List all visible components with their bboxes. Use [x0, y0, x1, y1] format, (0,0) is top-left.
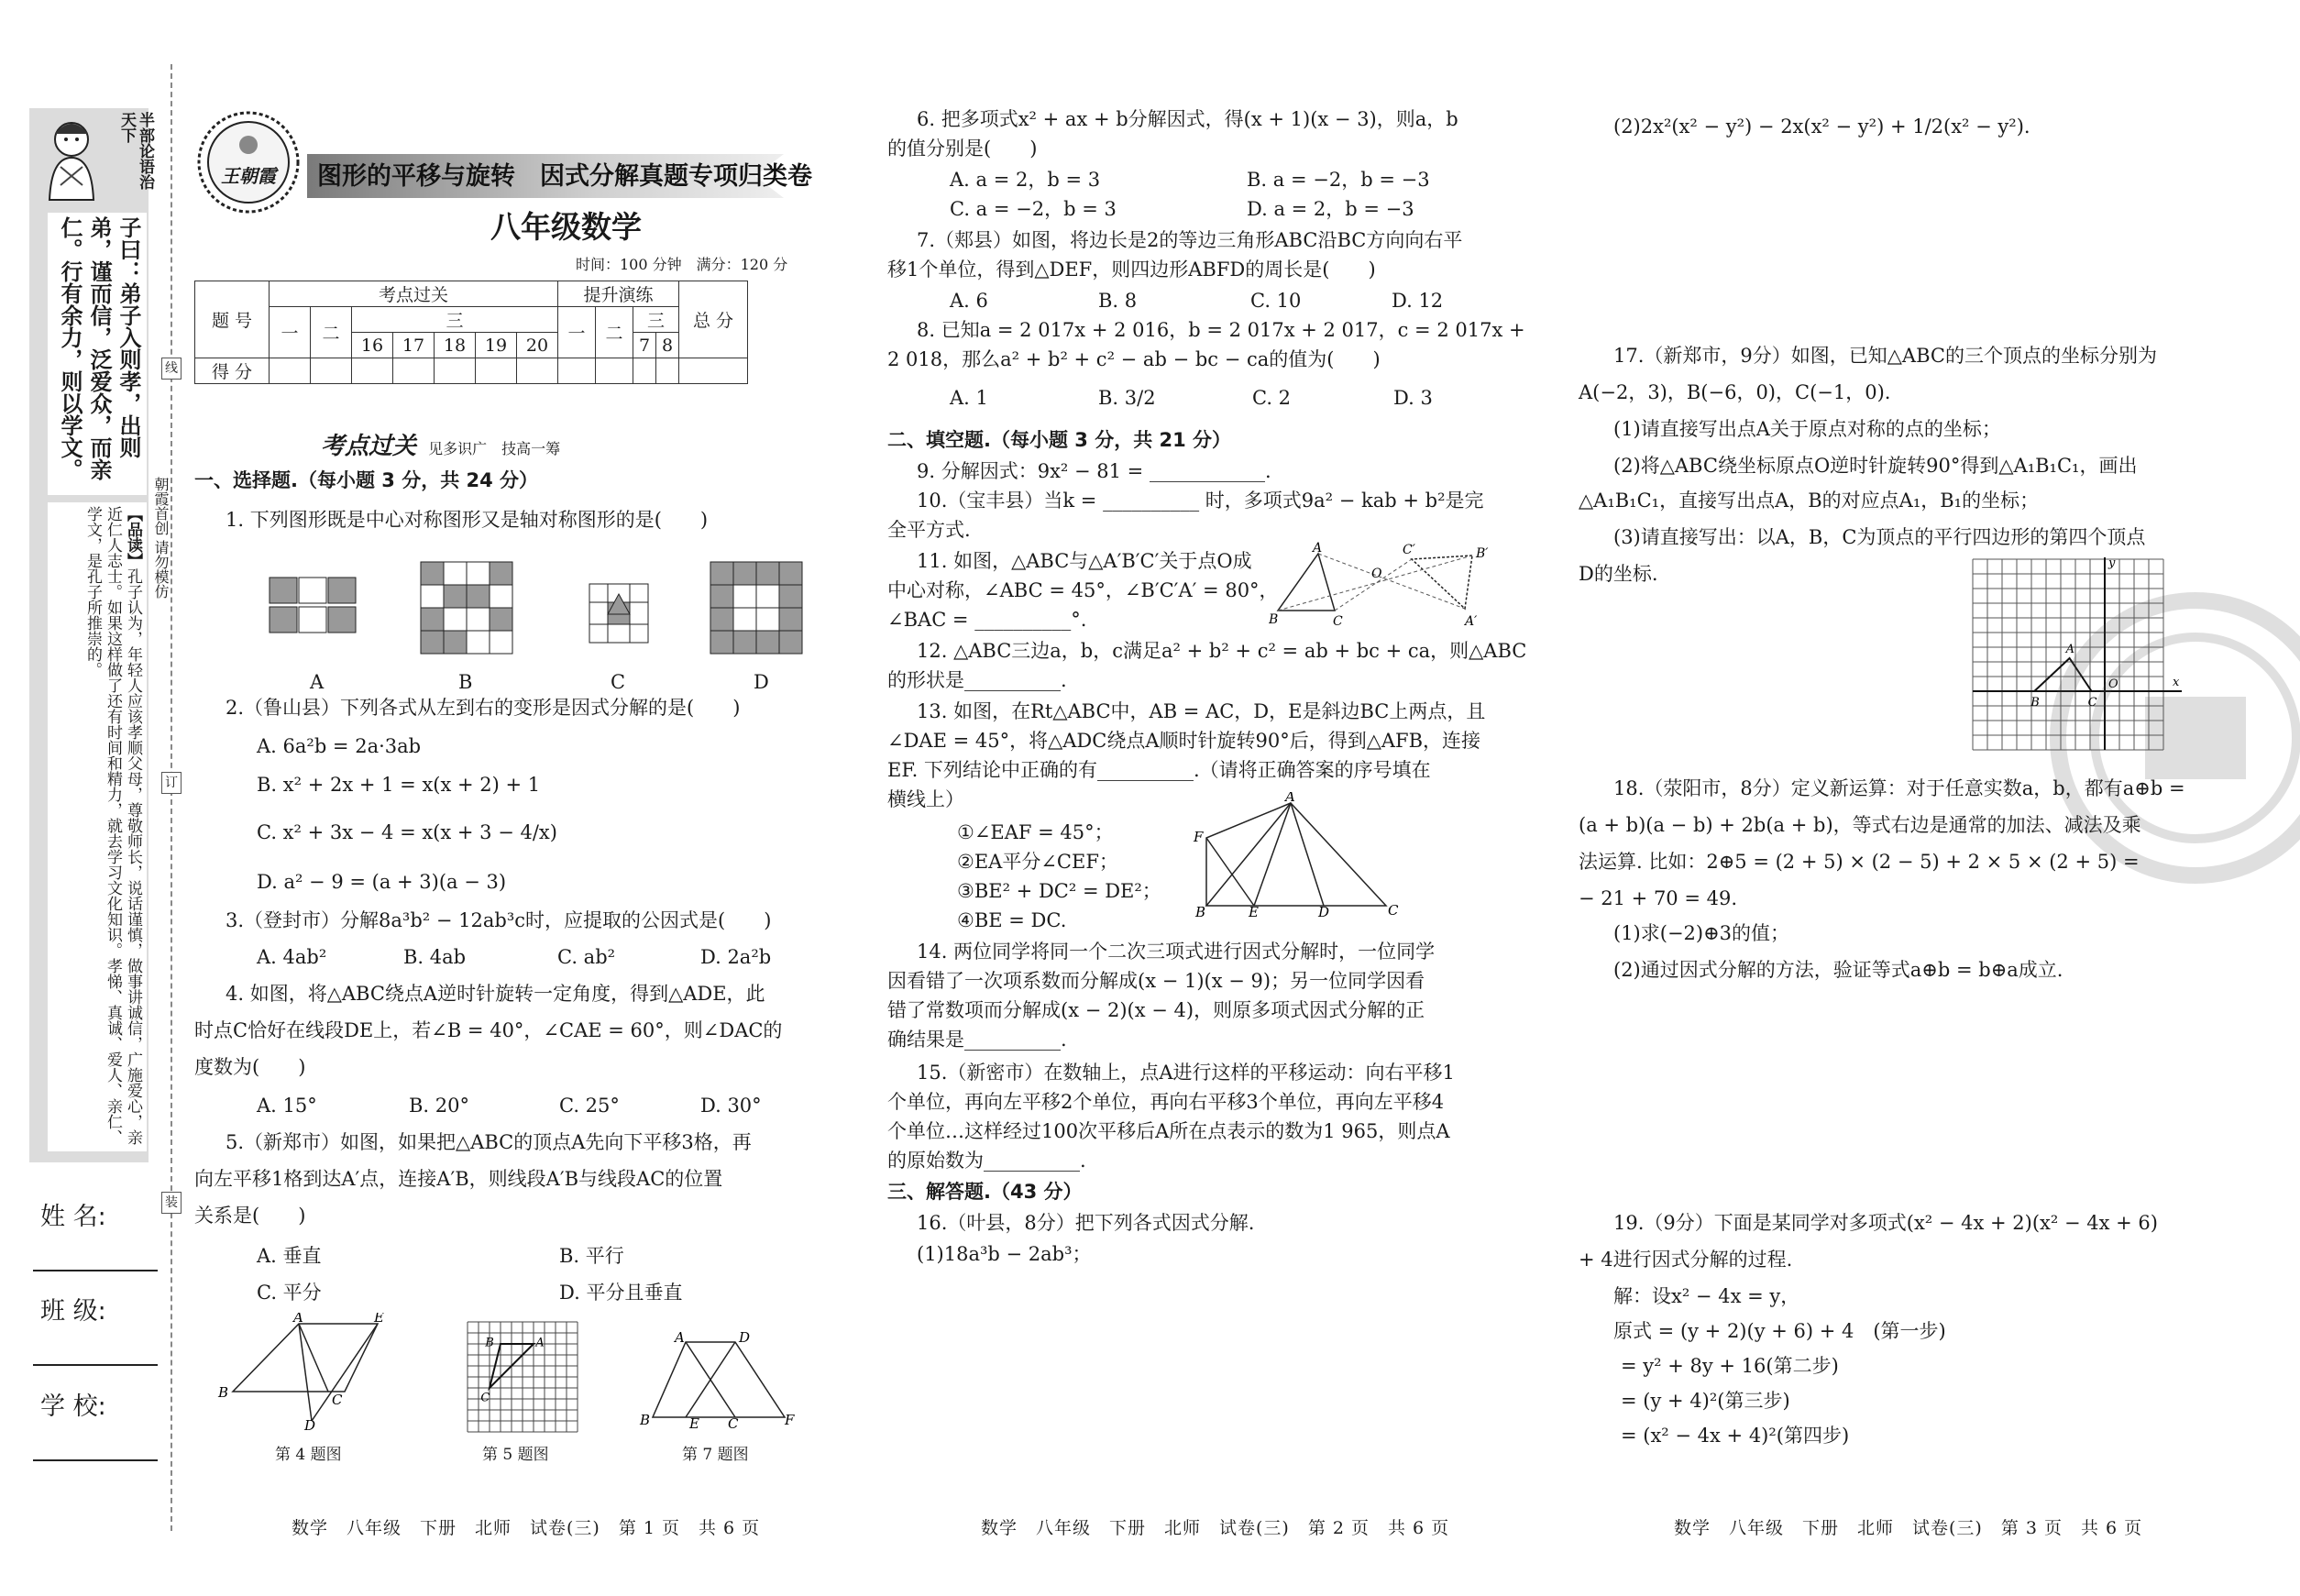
- q6-option-d[interactable]: D. a = 2，b = −3: [1247, 198, 1414, 220]
- name-field[interactable]: [33, 1270, 158, 1271]
- q4-option-a[interactable]: A. 15°: [257, 1095, 317, 1117]
- q1-option-d[interactable]: D: [754, 671, 769, 693]
- sec1-heading: 一、选择题.（每小题 3 分，共 24 分）: [194, 469, 539, 491]
- score-input[interactable]: [476, 358, 517, 384]
- q3-option-c[interactable]: C. ab²: [557, 946, 616, 968]
- score-input[interactable]: [435, 358, 476, 384]
- svg-text:A: A: [2065, 643, 2074, 656]
- q17-line-1: 17.（新郑市，9分）如图，已知△ABC的三个顶点的坐标分别为: [1613, 345, 2157, 367]
- grid-cell: [444, 562, 467, 585]
- q6-stem-2: 的值分别是( ): [887, 138, 1038, 160]
- grid-cell: [756, 562, 779, 585]
- q5-option-a[interactable]: A. 垂直: [257, 1245, 322, 1267]
- q17-line-3: (1)请直接写出点A关于原点对称的点的坐标；: [1613, 418, 2001, 440]
- q1-figure-d: [710, 561, 803, 658]
- q11-line-1: 11. 如图，△ABC与△A′B′C′关于点O成: [917, 550, 1252, 572]
- score-input[interactable]: [311, 358, 352, 384]
- brand-logo-text: 王朝霞: [221, 165, 276, 187]
- school-field[interactable]: [33, 1459, 158, 1461]
- grid-cell: [421, 631, 444, 654]
- q10-line-2: 全平方式.: [887, 519, 971, 541]
- col-san: 三: [352, 307, 558, 333]
- q19-line-7: = (x² − 4x + 4)²(第四步): [1621, 1425, 1850, 1447]
- svg-text:B: B: [485, 1336, 494, 1350]
- svg-text:O: O: [2108, 677, 2118, 691]
- grid-cell: [756, 631, 779, 654]
- q5-option-d[interactable]: D. 平分且垂直: [559, 1282, 683, 1304]
- q8-option-c[interactable]: C. 2: [1252, 387, 1292, 409]
- grid-cell: [779, 562, 802, 585]
- q19-line-5: = y² + 8y + 16(第二步): [1621, 1355, 1839, 1377]
- grid-cell: [467, 608, 490, 631]
- q19-line-6: = (y + 4)²(第三步): [1621, 1390, 1790, 1412]
- q14-line-4: 确结果是__________.: [887, 1029, 1067, 1051]
- score-input[interactable]: [633, 358, 656, 384]
- caption-q4: 第 4 题图: [275, 1446, 342, 1464]
- q3-stem: 3.（登封市）分解8a³b² − 12ab³c时，应提取的公因式是( ): [226, 909, 772, 931]
- q4-option-d[interactable]: D. 30°: [700, 1095, 762, 1117]
- q4-stem-3: 度数为( ): [194, 1056, 306, 1078]
- grid-cell: [421, 562, 444, 585]
- score-table: [194, 281, 748, 384]
- q15-line-2: 个单位，再向左平移2个单位，再向右平移3个单位，再向左平移4: [887, 1091, 1445, 1113]
- svg-text:E: E: [374, 1313, 384, 1326]
- col-er: 二: [311, 307, 352, 358]
- svg-text:A′: A′: [1465, 614, 1478, 629]
- svg-text:B: B: [218, 1384, 229, 1401]
- q19-line-1: 19.（9分）下面是某同学对多项式(x² − 4x + 2)(x² − 4x + 6): [1613, 1212, 2158, 1234]
- q8-stem-2: 2 018，那么a² + b² + c² − ab − bc − ca的值为( ): [887, 348, 1381, 370]
- q5-stem-3: 关系是( ): [194, 1205, 306, 1227]
- kaodian-header: 考点过关: [270, 281, 558, 307]
- q5-stem-2: 向左平移1格到达A′点，连接A′B，则线段A′B与线段AC的位置: [194, 1168, 723, 1190]
- grid-cell: [490, 631, 512, 654]
- side-note: 朝霞首创 请勿模仿: [152, 477, 170, 600]
- svg-text:B′: B′: [1476, 546, 1489, 561]
- q7-stem-2: 移1个单位，得到△DEF，则四边形ABFD的周长是( ): [887, 259, 1376, 281]
- grid-cell: [490, 608, 512, 631]
- q4-stem-1: 4. 如图，将△ABC绕点A逆时针旋转一定角度，得到△ADE，此: [226, 983, 765, 1005]
- svg-text:O: O: [1371, 567, 1382, 581]
- q5-option-b[interactable]: B. 平行: [559, 1245, 624, 1267]
- svg-text:C: C: [728, 1415, 739, 1430]
- grid-cell: [710, 631, 733, 654]
- q2-stem: 2.（鲁山县）下列各式从左到右的变形是因式分解的是( ): [226, 697, 741, 719]
- svg-text:B: B: [2030, 696, 2040, 710]
- grid-cell: [444, 608, 467, 631]
- grid-cell: [733, 631, 756, 654]
- q6-stem-1: 6. 把多项式x² + ax + b分解因式，得(x + 1)(x − 3)，则a，b: [917, 108, 1458, 130]
- grid-cell: [779, 585, 802, 608]
- svg-text:A: A: [535, 1336, 545, 1350]
- grid-cell: [756, 585, 779, 608]
- figure-q7: [633, 1329, 798, 1434]
- svg-text:C: C: [480, 1391, 490, 1405]
- grid-cell: [710, 608, 733, 631]
- q16-part-2: (2)2x²(x² − y²) − 2x(x² − y²) + 1/2(x² − y²).: [1613, 116, 2030, 138]
- section-banner: [321, 427, 560, 461]
- footer-page3: 数学 八年级 下册 北师 试卷(三) 第 3 页 共 6 页: [1674, 1518, 2143, 1538]
- q2-option-d[interactable]: D. a² − 9 = (a + 3)(a − 3): [257, 871, 507, 893]
- q10-line-1: 10.（宝丰县）当k = __________ 时，多项式9a² − kab + b²是完: [917, 490, 1484, 512]
- score-input[interactable]: [517, 358, 558, 384]
- total-header: 总 分: [679, 281, 748, 358]
- score-input[interactable]: [679, 358, 748, 384]
- q8-option-a[interactable]: A. 1: [950, 387, 988, 409]
- q2-option-c[interactable]: C. x² + 3x − 4 = x(x + 3 − 4/x): [257, 821, 557, 843]
- watermark-stamp: [2044, 587, 2300, 889]
- q14-line-3: 错了常数项而分解成(x − 2)(x − 4)，则原多项式因式分解的正: [887, 999, 1425, 1021]
- svg-text:C: C: [2087, 696, 2097, 710]
- analects-quote: 子曰：弟子入则孝，出则弟，谨而信，泛爱众，而亲仁。行有余力，则以学文。: [48, 213, 147, 495]
- q1-option-a[interactable]: A: [310, 671, 325, 693]
- q5-option-c[interactable]: C. 平分: [257, 1282, 322, 1304]
- seal-char-3: 装: [161, 1192, 182, 1214]
- q18-line-4: − 21 + 70 = 49.: [1579, 887, 1738, 909]
- grid-cell: [779, 608, 802, 631]
- q1-figure-a: [268, 570, 359, 647]
- grid-cell: [490, 585, 512, 608]
- q15-line-1: 15.（新密市）在数轴上，点A进行这样的平移运动：向右平移1: [917, 1062, 1455, 1084]
- grid-cell: [756, 608, 779, 631]
- q4-option-b[interactable]: B. 20°: [409, 1095, 470, 1117]
- grid-cell: [490, 562, 512, 585]
- svg-text:A: A: [1285, 792, 1295, 805]
- q6-option-b[interactable]: B. a = −2，b = −3: [1247, 169, 1430, 191]
- school-label: 学 校:: [40, 1392, 106, 1421]
- q17-line-7: D的坐标.: [1579, 563, 1658, 585]
- grid-cell: [710, 585, 733, 608]
- q18-line-2: (a + b)(a − b) + 2b(a + b)，等式右边是通常的加法、减法及乘: [1579, 814, 2141, 836]
- score-input[interactable]: [656, 358, 679, 384]
- col-19: 19: [476, 333, 517, 358]
- q13-item-3: ③BE² + DC² = DE²；: [957, 880, 1161, 902]
- q6-option-c[interactable]: C. a = −2，b = 3: [950, 198, 1117, 220]
- svg-text:B: B: [1195, 904, 1206, 917]
- score-input[interactable]: [270, 358, 311, 384]
- q3-option-d[interactable]: D. 2a²b: [700, 946, 772, 968]
- grid-cell: [444, 631, 467, 654]
- footer-page1: 数学 八年级 下册 北师 试卷(三) 第 1 页 共 6 页: [292, 1518, 761, 1538]
- svg-text:F: F: [785, 1412, 795, 1428]
- footer-page2: 数学 八年级 下册 北师 试卷(三) 第 2 页 共 6 页: [981, 1518, 1450, 1538]
- q7-option-c[interactable]: C. 10: [1250, 290, 1302, 312]
- grid-cell: [467, 631, 490, 654]
- q12-line-2: 的形状是__________.: [887, 669, 1067, 691]
- grid-cell: [733, 562, 756, 585]
- svg-text:C: C: [332, 1392, 343, 1408]
- q16-stem: 16.（叶县，8分）把下列各式因式分解.: [917, 1212, 1255, 1234]
- svg-text:F: F: [1194, 829, 1204, 845]
- svg-text:B: B: [640, 1412, 651, 1428]
- q19-line-3: 解：设x² − 4x = y，: [1613, 1285, 1800, 1307]
- figure-q13: [1190, 792, 1406, 920]
- svg-text:C: C: [1333, 614, 1343, 629]
- q2-option-b[interactable]: B. x² + 2x + 1 = x(x + 2) + 1: [257, 774, 541, 796]
- col-20: 20: [517, 333, 558, 358]
- q1-stem: 1. 下列图形既是中心对称图形又是轴对称图形的是( ): [226, 509, 709, 531]
- q19-line-2: + 4进行因式分解的过程.: [1579, 1249, 1793, 1271]
- q7-option-b[interactable]: B. 8: [1098, 290, 1138, 312]
- grid-cell: [733, 608, 756, 631]
- svg-text:E: E: [1249, 904, 1259, 917]
- class-label: 班 级:: [40, 1297, 106, 1326]
- col-er2: 二: [596, 307, 633, 358]
- section-banner-sub: 见多识广 技高一筹: [428, 440, 561, 457]
- defen-cell: 得 分: [195, 358, 270, 384]
- name-label: 姓 名:: [40, 1203, 106, 1231]
- class-field[interactable]: [33, 1364, 158, 1366]
- paper-subtitle: 八年级数学: [490, 209, 642, 245]
- svg-text:D: D: [1318, 904, 1330, 917]
- q19-line-4: 原式 = (y + 2)(y + 6) + 4 (第一步): [1613, 1320, 1946, 1342]
- q15-line-3: 个单位…这样经过100次平移后A所在点表示的数为1 965，则点A: [887, 1120, 1450, 1142]
- q13-item-4: ④BE = DC.: [957, 909, 1067, 931]
- q11-line-3: ∠BAC = __________°.: [887, 609, 1087, 631]
- grid-cell: [444, 585, 467, 608]
- col-18: 18: [435, 333, 476, 358]
- q5-stem-1: 5.（新郑市）如图，如果把△ABC的顶点A先向下平移3格，再: [226, 1131, 752, 1153]
- svg-text:A: A: [675, 1329, 685, 1346]
- svg-text:y: y: [2108, 557, 2116, 570]
- score-input[interactable]: [558, 358, 596, 384]
- grid-cell: [733, 585, 756, 608]
- q1-option-c[interactable]: C: [611, 671, 626, 693]
- grid-cell: [710, 562, 733, 585]
- caption-q5: 第 5 题图: [482, 1446, 549, 1464]
- q18-line-1: 18.（荥阳市，8分）定义新运算：对于任意实数a，b，都有a⊕b =: [1613, 777, 2185, 799]
- tisheng-header: 提升演练: [558, 281, 679, 307]
- q4-stem-2: 时点C恰好在线段DE上，若∠B = 40°，∠CAE = 60°，则∠DAC的: [194, 1019, 783, 1041]
- q17-line-5: △A₁B₁C₁，直接写出点A，B的对应点A₁，B₁的坐标；: [1579, 490, 2040, 512]
- svg-text:x: x: [2173, 676, 2180, 689]
- svg-text:C′: C′: [1403, 543, 1415, 557]
- figure-q5: [466, 1320, 579, 1437]
- reading-note-label: 【品读】: [124, 506, 142, 568]
- q18-line-6: (2)通过因式分解的方法，验证等式a⊕b = b⊕a成立.: [1613, 959, 2063, 981]
- paper-title: 图形的平移与旋转 因式分解真题专项归类卷: [317, 162, 812, 191]
- q17-line-6: (3)请直接写出：以A，B，C为顶点的平行四边形的第四个顶点: [1613, 526, 2146, 548]
- section-banner-main: 考点过关: [321, 433, 417, 460]
- q14-line-2: 因看错了一次项系数而分解成(x − 1)(x − 9)；另一位同学因看: [887, 970, 1425, 992]
- q13-line-4: 横线上）: [887, 788, 964, 810]
- col-san2: 三: [633, 307, 679, 333]
- time-info: 时间：100 分钟 满分：120 分: [576, 256, 788, 273]
- q4-option-c[interactable]: C. 25°: [559, 1095, 620, 1117]
- q1-figure-b: [420, 561, 513, 658]
- grid-cell: [467, 585, 490, 608]
- tihao-cell: 题 号: [195, 281, 270, 358]
- q18-line-3: 法运算. 比如：2⊕5 = (2 + 5) × (2 − 5) + 2 × 5 × (2 + 5) =: [1579, 851, 2140, 873]
- svg-text:C: C: [1388, 902, 1399, 917]
- q14-line-1: 14. 两位同学将同一个二次三项式进行因式分解时，一位同学: [917, 941, 1436, 963]
- grid-cell: [467, 562, 490, 585]
- q12-line-1: 12. △ABC三边a，b，c满足a² + b² + c² = ab + bc + ca，则△ABC: [917, 640, 1527, 662]
- svg-text:E: E: [689, 1415, 699, 1430]
- svg-text:A: A: [1313, 541, 1323, 556]
- sec3-heading: 三、解答题.（43 分）: [887, 1181, 1083, 1203]
- q1-figure-c: [589, 583, 649, 647]
- q8-option-b[interactable]: B. 3/2: [1098, 387, 1156, 409]
- col-8: 8: [656, 333, 679, 358]
- q6-option-a[interactable]: A. a = 2，b = 3: [950, 169, 1101, 191]
- q16-part-1: (1)18a³b − 2ab³；: [917, 1243, 1092, 1265]
- seal-char-2: 订: [161, 772, 182, 794]
- svg-text:B: B: [1269, 612, 1279, 627]
- figure-q11: [1269, 541, 1507, 633]
- reading-note: 【品读】孔子认为，年轻人应该孝顺父母，尊敬师长，说话谨慎，做事讲诚信，广施爱心，亲近仁人志士。如果这样做了还有时间和精力，就去学习文化知识。孝悌、真诚、爱人、亲仁、学文，是孔子所推崇的。: [48, 502, 147, 1151]
- svg-text:A: A: [293, 1313, 303, 1326]
- q13-line-3: EF. 下列结论中正确的有__________.（请将正确答案的序号填在: [887, 759, 1431, 781]
- seal-char-1: 线: [161, 358, 182, 380]
- score-input[interactable]: [393, 358, 435, 384]
- q13-item-1: ①∠EAF = 45°；: [957, 821, 1114, 843]
- svg-text:D: D: [304, 1417, 316, 1432]
- q7-option-d[interactable]: D. 12: [1392, 290, 1444, 312]
- q1-option-b[interactable]: B: [458, 671, 473, 693]
- q11-line-2: 中心对称，∠ABC = 45°，∠B′C′A′ = 80°，: [887, 579, 1279, 601]
- q15-line-4: 的原始数为__________.: [887, 1150, 1086, 1172]
- q17-line-2: A(−2，3)，B(−6，0)，C(−1，0).: [1579, 381, 1891, 403]
- score-input[interactable]: [352, 358, 393, 384]
- col-16: 16: [352, 333, 393, 358]
- q2-option-a[interactable]: A. 6a²b = 2a·3ab: [257, 735, 422, 757]
- grid-cell: [421, 608, 444, 631]
- col-yi2: 一: [558, 307, 596, 358]
- grid-cell: [421, 585, 444, 608]
- quote-header: 半部论语治天下: [117, 112, 154, 190]
- binding-line: [171, 64, 172, 1531]
- q7-option-a[interactable]: A. 6: [950, 290, 988, 312]
- col-yi: 一: [270, 307, 311, 358]
- grid-cell: [779, 631, 802, 654]
- svg-text:D: D: [739, 1329, 751, 1346]
- sec2-heading: 二、填空题.（每小题 3 分，共 21 分）: [887, 429, 1232, 451]
- q17-line-4: (2)将△ABC绕坐标原点O逆时针旋转90°得到△A₁B₁C₁，画出: [1613, 455, 2138, 477]
- q8-stem-1: 8. 已知a = 2 017x + 2 016，b = 2 017x + 2 017，c = 2 017x +: [917, 319, 1525, 341]
- q8-option-d[interactable]: D. 3: [1393, 387, 1433, 409]
- q13-item-2: ②EA平分∠CEF；: [957, 851, 1118, 873]
- q13-line-2: ∠DAE = 45°，将△ADC绕点A顺时针旋转90°后，得到△AFB，连接: [887, 730, 1481, 752]
- q3-option-a[interactable]: A. 4ab²: [257, 946, 327, 968]
- q13-line-1: 13. 如图，在Rt△ABC中，AB = AC，D，E是斜边BC上两点，且: [917, 700, 1486, 722]
- col-7: 7: [633, 333, 656, 358]
- figure-q4: [213, 1313, 396, 1436]
- caption-q7: 第 7 题图: [682, 1446, 749, 1464]
- q9: 9. 分解因式：9x² − 81 = ____________.: [917, 460, 1271, 482]
- q18-line-5: (1)求(−2)⊕3的值；: [1613, 922, 1790, 944]
- score-input[interactable]: [596, 358, 633, 384]
- col-17: 17: [393, 333, 435, 358]
- brand-logo: [194, 108, 303, 216]
- scholar-illustration: [33, 112, 110, 202]
- q7-stem-1: 7.（郏县）如图，将边长是2的等边三角形ABC沿BC方向向右平: [917, 229, 1463, 251]
- q3-option-b[interactable]: B. 4ab: [403, 946, 467, 968]
